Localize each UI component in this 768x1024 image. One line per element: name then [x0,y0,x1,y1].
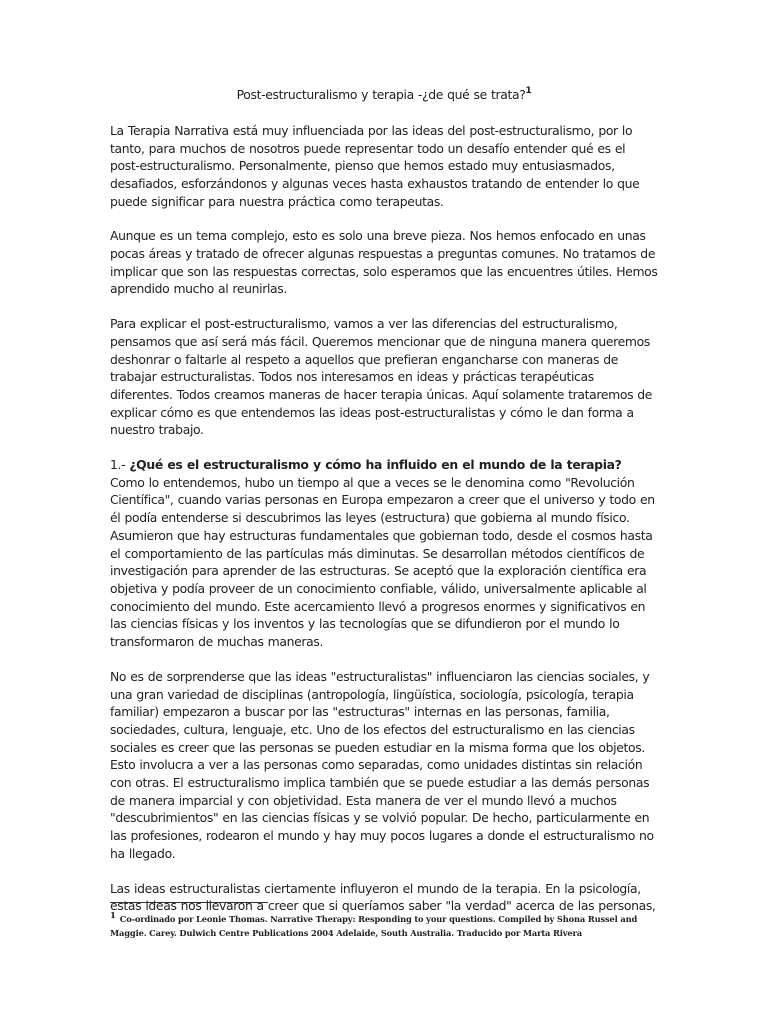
document-body [110,84,658,932]
intro-paragraph-2: Aunque es un tema complejo, esto es solo una breve pieza. Nos hemos enfocado en unas pocas áreas y tratado de ofrecer algunas respuestas a preguntas comunes. No tratamos de implicar que son las respuestas correctas, solo esperamos que las encuentres útiles. Hemos aprendido mucho al reunirlas. [110,228,658,297]
section-1-paragraph-1: Como lo entendemos, hubo un tiempo al que a veces se le denomina como "Revolución Científica", cuando varias personas en Europa empezaron a creer que el universo y todo en él podía entenderse si descubrimos las leyes (estructura) que gobierna al mundo físico. Asumieron que hay estructuras fundamentales que gobiernan todo, desde el cosmos hasta el comportamiento de las partículas más diminutas. Se desarrollan métodos científicos de investigación para aprender de las estructuras. Se aceptó que la exploración científica era objetiva y podía proveer de un conocimiento confiable, válido, universalmente aplicable al conocimiento del mundo. Este acercamiento llevó a progresos enormes y significativos en las ciencias físicas y los inventos y las tecnologías que se difundieron por el mundo lo transformaron de muchas maneras. [110,474,655,650]
section-1-paragraph-3: Las ideas estructuralistas ciertamente influyeron el mundo de la terapia. En la psicología, estas ideas nos llevaron a creer que si queríamos saber "la verdad" acerca de las personas, [110,880,656,914]
intro-paragraph-1: La Terapia Narrativa está muy influenciada por las ideas del post-estructuralismo, por lo tanto, para muchos de nosotros puede representar todo un desafío entender qué es el post-estructuralismo. Personalmente, pienso que hemos estado muy entusiasmados, desafiados, esforzándonos y algunas veces hasta exhaustos tratando de entender lo que puede significar para nuestra práctica como terapeutas. [110,122,640,209]
footnote-marker: 1 [110,911,116,921]
section-1-heading-text: ¿Qué es el estructuralismo y cómo ha influido en el mundo de la terapia? [129,457,622,473]
intro-paragraph-3: Para explicar el post-estructuralismo, vamos a ver las diferencias del estructuralismo, pensamos que así será más fácil. Queremos mencionar que de ninguna manera queremos deshonrar o faltarle al respeto a aquellos que prefieran engancharse con maneras de trabajar estructuralistas. Todos nos interesamos en ideas y prácticas terapéuticas diferentes. Todos creamos maneras de hacer terapia únicas. Aquí solamente trataremos de explicar cómo es que entendemos las ideas post-estructuralistas y cómo le dan forma a nuestro trabajo. [110,316,653,438]
section-1-heading [110,456,658,474]
section-1-number: 1.- [110,457,126,473]
document-title-text: Post-estructuralismo y terapia -¿de qué se trata? [236,87,526,103]
footnote-text: Co-ordinado por Leonie Thomas. Narrative Therapy: Responding to your questions. Compiled by Shona Russel and Maggie. Carey. Dulwich Centre Publications 2004 Adelaide, South Australia. Traducido por Marta Rivera [110,913,638,938]
footnote [110,909,658,940]
document-title [110,84,658,104]
title-footnote-marker[interactable]: 1 [525,86,532,96]
footnote-divider [110,902,268,903]
section-1-paragraph-2: No es de sorprenderse que las ideas "estructuralistas" influenciaron las ciencias sociales, y una gran variedad de disciplinas (antropología, lingüística, sociología, psicología, terapia familiar) empezaron a buscar por las "estructuras" internas en las personas, familia, sociedades, cultura, lenguaje, etc. Uno de los efectos del estructuralismo en las ciencias sociales es creer que las personas se pueden estudiar en la misma forma que los objetos. Esto involucra a ver a las personas como separadas, como unidades distintas sin relación con otras. El estructuralismo implica también que se puede estudiar a las demás personas de manera imparcial y con objetividad. Esta manera de ver el mundo llevó a muchos "descubrimientos" en las ciencias físicas y se volvió popular. De hecho, particularmente en las profesiones, rodearon el mundo y hay muy pocos lugares a donde el estructuralismo no ha llegado. [110,668,654,861]
